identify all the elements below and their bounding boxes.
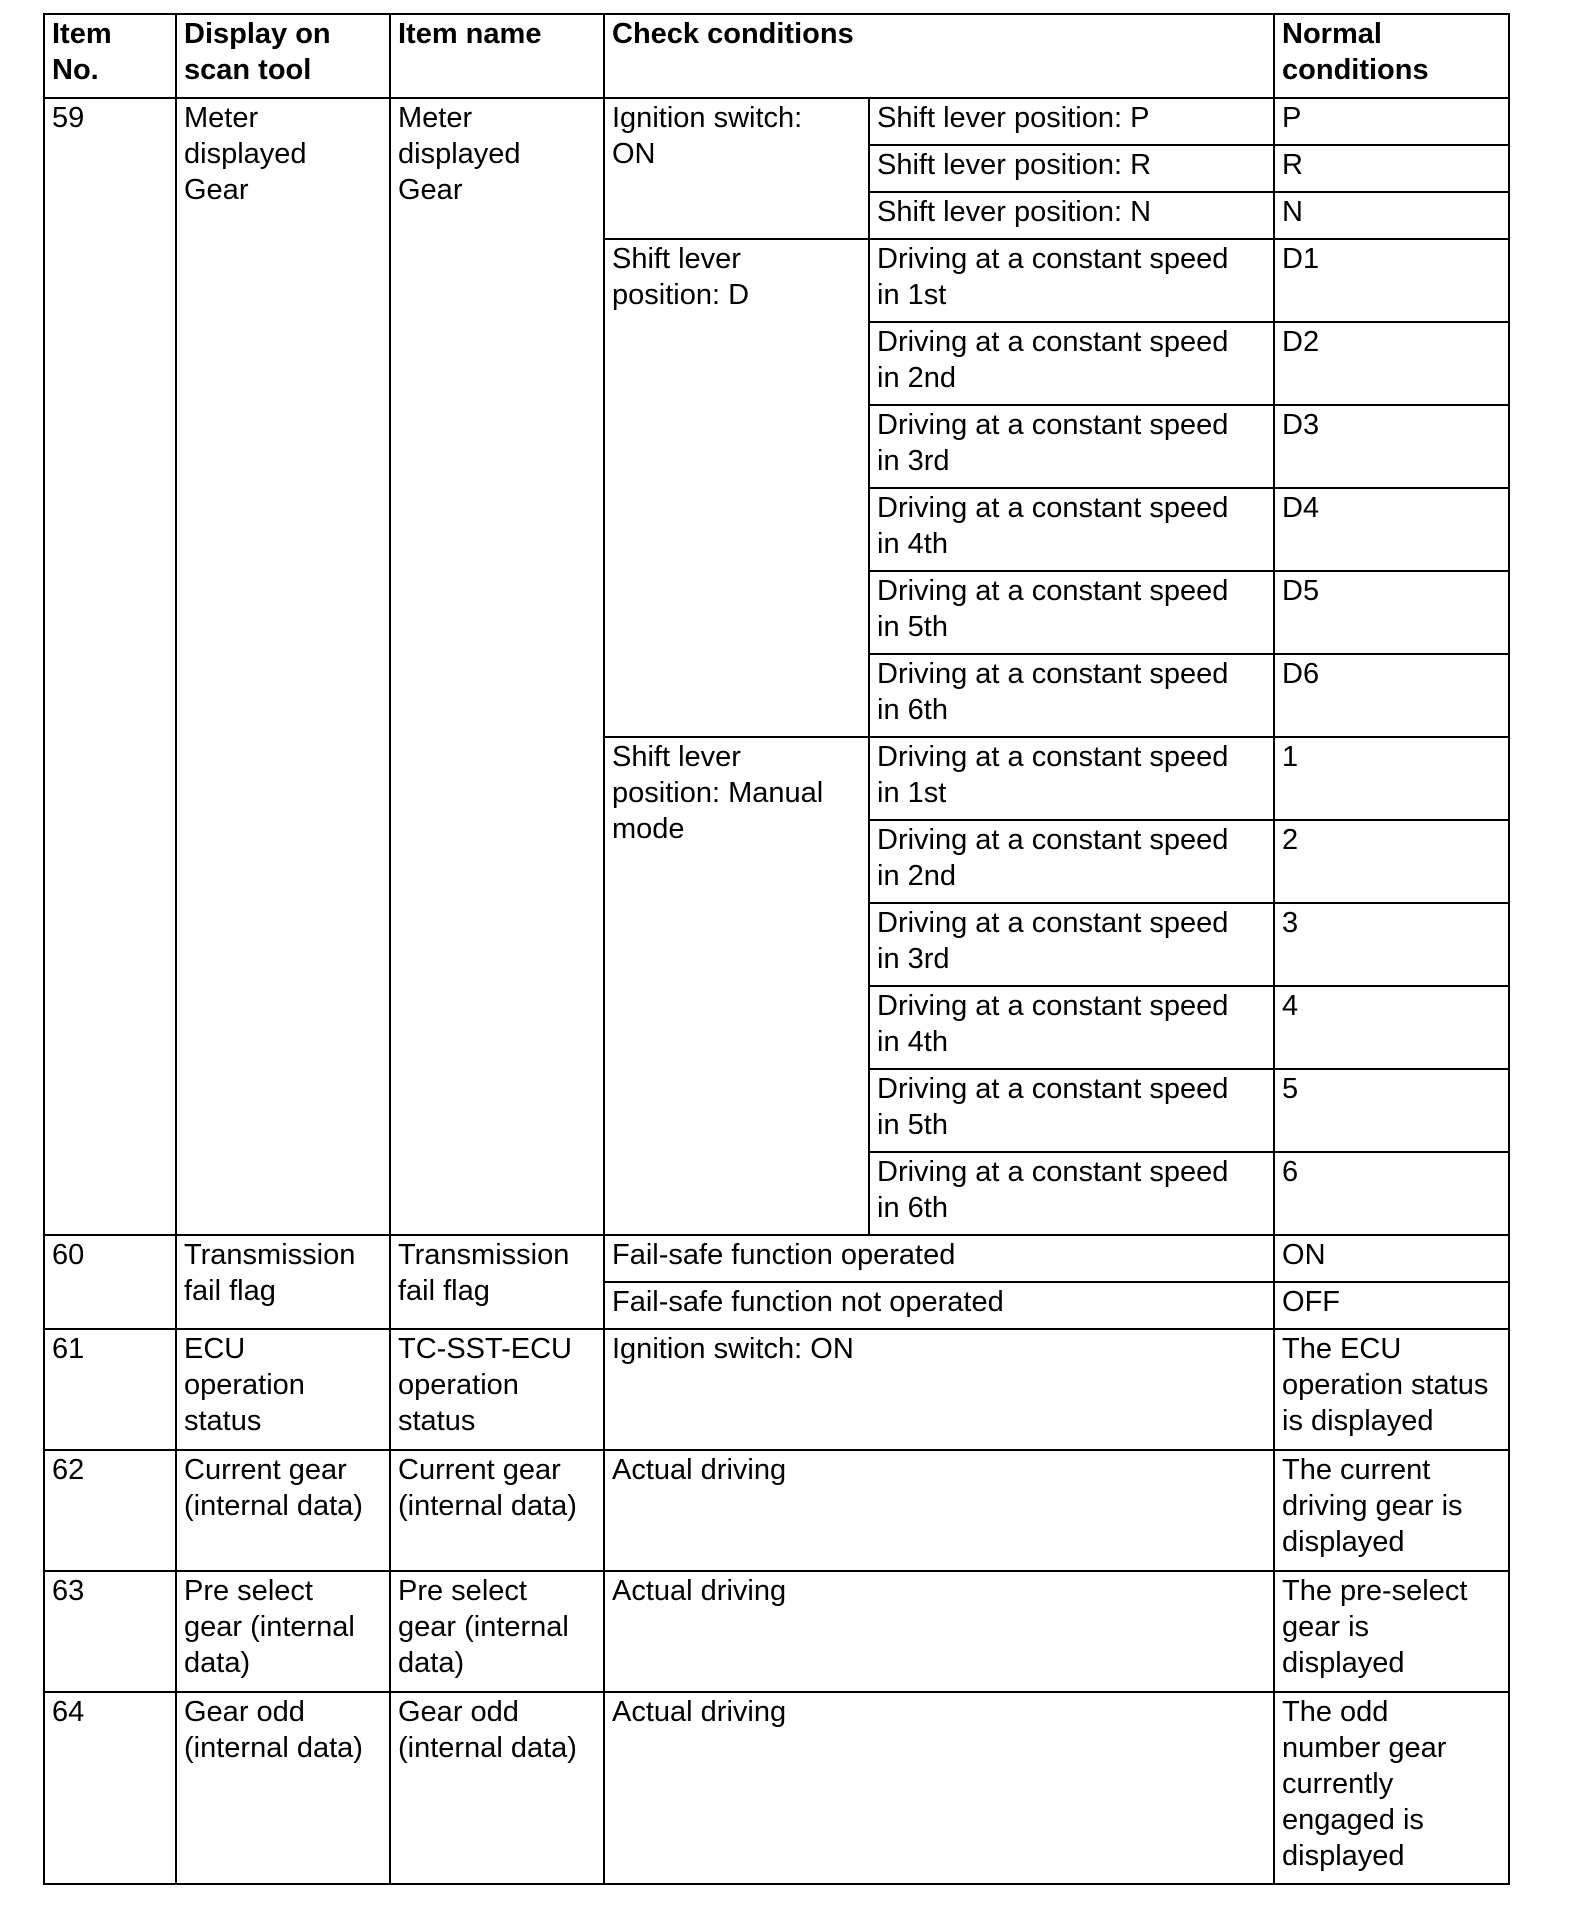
item-no-cell: 59 [44,98,176,1235]
item-name-cell: Meter displayed Gear [390,98,604,1235]
display-cell: Transmission fail flag [176,1235,390,1329]
condition-cell: Ignition switch: ON [604,1329,1274,1450]
normal-cell: OFF [1274,1282,1509,1329]
sub-condition-cell: Driving at a constant speed in 2nd [869,820,1274,903]
header-item-name: Item name [390,14,604,98]
sub-condition-cell: Shift lever position: R [869,145,1274,192]
display-cell: Gear odd (internal data) [176,1692,390,1884]
condition-cell: Actual driving [604,1692,1274,1884]
sub-condition-cell: Driving at a constant speed in 1st [869,239,1274,322]
item-no-cell: 64 [44,1692,176,1884]
normal-cell: 3 [1274,903,1509,986]
sub-condition-cell: Driving at a constant speed in 4th [869,488,1274,571]
display-cell: Current gear (internal data) [176,1450,390,1571]
condition-cell: Actual driving [604,1571,1274,1692]
header-check-conditions: Check conditions [604,14,1274,98]
table-row [44,1450,1509,1571]
table-row [44,1692,1509,1884]
sub-condition-cell: Driving at a constant speed in 6th [869,1152,1274,1235]
sub-condition-cell: Driving at a constant speed in 4th [869,986,1274,1069]
normal-cell: D2 [1274,322,1509,405]
normal-cell: P [1274,98,1509,145]
item-name-cell: Gear odd (internal data) [390,1692,604,1884]
item-no-cell: 63 [44,1571,176,1692]
normal-cell: 1 [1274,737,1509,820]
sub-condition-cell: Driving at a constant speed in 3rd [869,903,1274,986]
item-name-cell: Pre select gear (internal data) [390,1571,604,1692]
condition-group-cell: Shift lever position: Manual mode [604,737,869,1235]
header-item-no: Item No. [44,14,176,98]
item-name-cell: TC-SST-ECU operation status [390,1329,604,1450]
normal-cell: D1 [1274,239,1509,322]
normal-cell: The current driving gear is displayed [1274,1450,1509,1571]
display-cell: Meter displayed Gear [176,98,390,1235]
sub-condition-cell: Shift lever position: N [869,192,1274,239]
item-no-cell: 62 [44,1450,176,1571]
normal-cell: The pre-select gear is displayed [1274,1571,1509,1692]
normal-cell: 5 [1274,1069,1509,1152]
table-row [44,1329,1509,1450]
normal-cell: 4 [1274,986,1509,1069]
item-name-cell: Current gear (internal data) [390,1450,604,1571]
sub-condition-cell: Driving at a constant speed in 2nd [869,322,1274,405]
table-row [44,98,1509,145]
sub-condition-cell: Driving at a constant speed in 3rd [869,405,1274,488]
normal-cell: The ECU operation status is displayed [1274,1329,1509,1450]
condition-group-cell: Shift lever position: D [604,239,869,737]
normal-cell: 2 [1274,820,1509,903]
condition-group-cell: Ignition switch: ON [604,98,869,239]
sub-condition-cell: Driving at a constant speed in 1st [869,737,1274,820]
normal-cell: R [1274,145,1509,192]
header-normal-conditions: Normal conditions [1274,14,1509,98]
table-row [44,1235,1509,1282]
sub-condition-cell: Driving at a constant speed in 5th [869,1069,1274,1152]
item-no-cell: 61 [44,1329,176,1450]
item-name-cell: Transmission fail flag [390,1235,604,1329]
condition-cell: Fail-safe function operated [604,1235,1274,1282]
table-row [44,1571,1509,1692]
sub-condition-cell: Driving at a constant speed in 5th [869,571,1274,654]
condition-cell: Fail-safe function not operated [604,1282,1274,1329]
normal-cell: ON [1274,1235,1509,1282]
normal-cell: The odd number gear currently engaged is displayed [1274,1692,1509,1884]
data-list-table [43,13,1510,1885]
normal-cell: D6 [1274,654,1509,737]
condition-cell: Actual driving [604,1450,1274,1571]
header-row [44,14,1509,98]
normal-cell: 6 [1274,1152,1509,1235]
sub-condition-cell: Driving at a constant speed in 6th [869,654,1274,737]
display-cell: ECU operation status [176,1329,390,1450]
header-display: Display on scan tool [176,14,390,98]
normal-cell: N [1274,192,1509,239]
normal-cell: D3 [1274,405,1509,488]
normal-cell: D4 [1274,488,1509,571]
item-no-cell: 60 [44,1235,176,1329]
normal-cell: D5 [1274,571,1509,654]
display-cell: Pre select gear (internal data) [176,1571,390,1692]
sub-condition-cell: Shift lever position: P [869,98,1274,145]
